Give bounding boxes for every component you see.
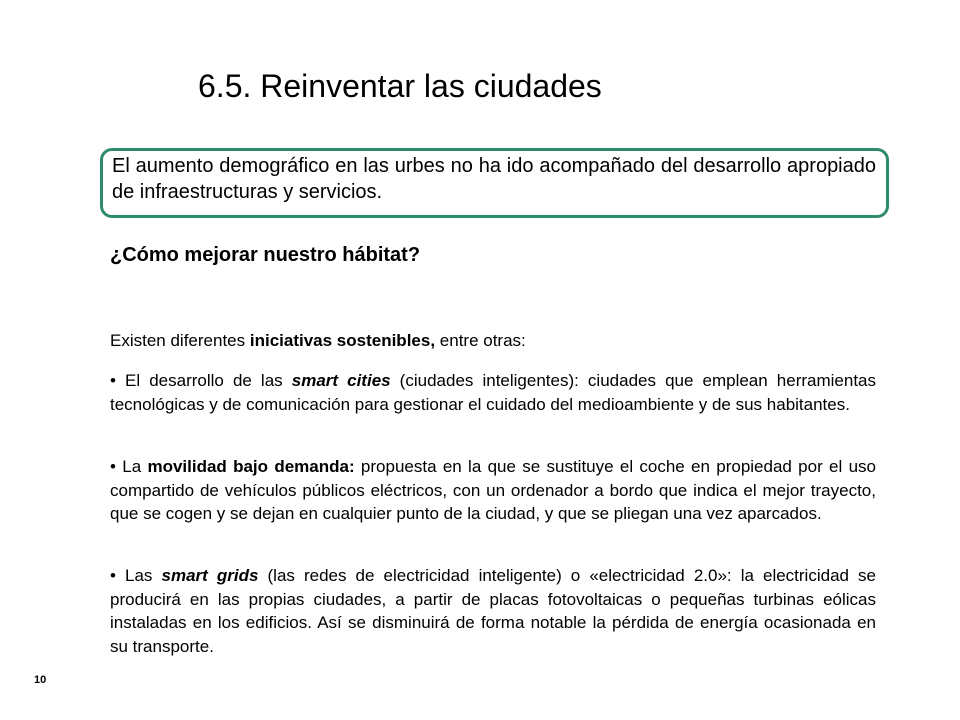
bullet-pre: • Las [110,566,162,585]
bullet-post: propuesta en la que se sustituye el coche en propiedad por el uso compartido de vehículos públicos eléctricos, con un ordenador a bordo que indica el mejor trayecto, que se cogen y se dejan en cualquier punto de la ciudad, y que se pliegan una vez aparcados. [110,457,876,524]
intro-text: El aumento demográfico en las urbes no ha ido acompañado del desarrollo apropiado de infraestructuras y servicios. [112,155,876,203]
bullet-pre: • El desarrollo de las [110,371,292,390]
lead-pre: Existen diferentes [110,331,250,350]
lead-post: entre otras: [435,331,526,350]
page-title: 6.5. Reinventar las ciudades [198,68,602,104]
bullet-term: movilidad bajo demanda: [147,457,355,476]
bullet-term: smart grids [161,566,259,585]
bullet-pre: • La [110,457,148,476]
page-number: 10 [34,674,47,686]
bullet-post: (las redes de electricidad inteligente) o «electricidad 2.0»: la electricidad se producirá en las propias ciudades, a partir de placas fotovoltaicas o pequeñas turbinas eólicas instaladas en los edificios. Así se disminuirá de forma notable la pérdida de energía ocasionada en su transporte. [110,566,876,656]
bullet-smart-cities [110,369,876,416]
bullet-movilidad [110,455,876,526]
section-question: ¿Cómo mejorar nuestro hábitat? [110,244,421,266]
lead-paragraph [110,330,526,352]
bullet-post: (ciudades inteligentes): ciudades que emplean herramientas tecnológicas y de comunicación para gestionar el cuidado del medioambiente y de sus habitantes. [110,371,877,414]
lead-bold: iniciativas sostenibles, [249,331,436,350]
bullet-smart-grids [110,564,876,658]
bullet-term: smart cities [291,371,391,390]
